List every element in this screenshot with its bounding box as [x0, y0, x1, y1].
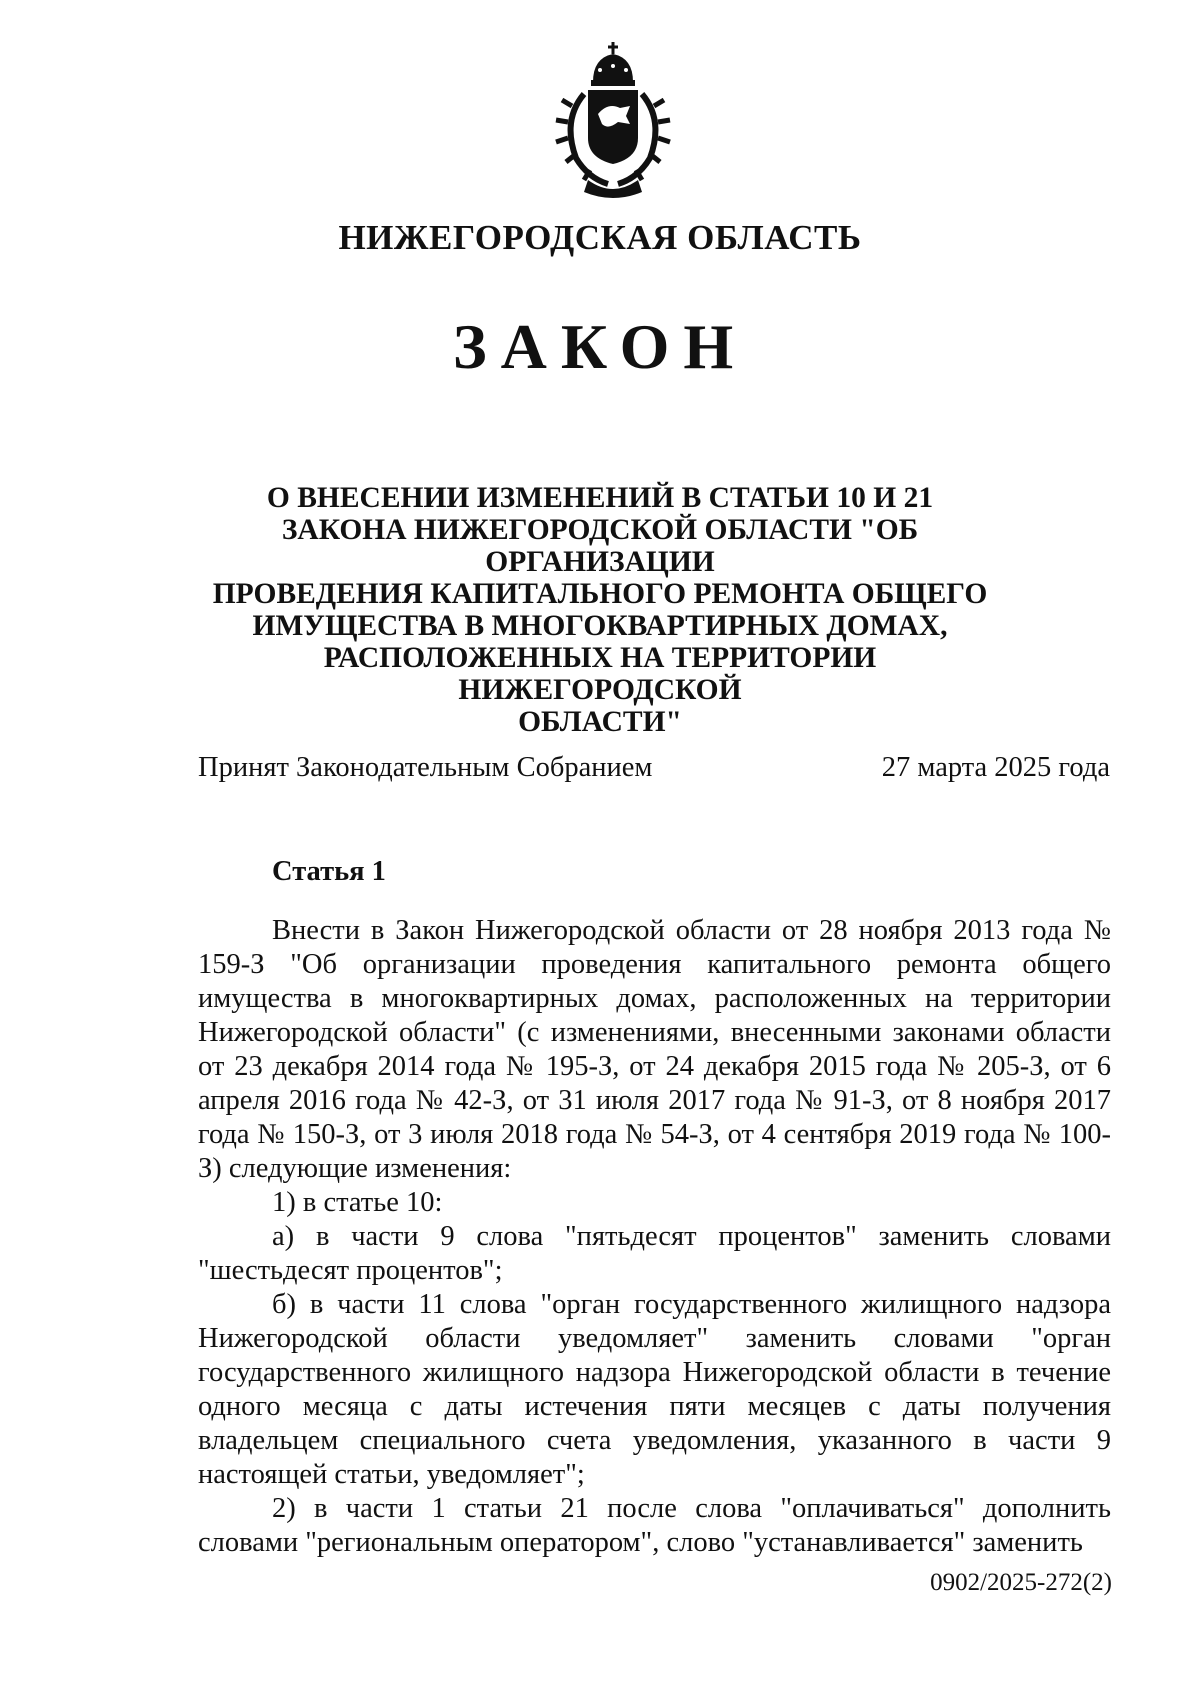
article-body — [198, 914, 1111, 1560]
document-code: 0902/2025-272(2) — [930, 1569, 1112, 1596]
law-title-line: ИМУЩЕСТВА В МНОГОКВАРТИРНЫХ ДОМАХ, — [252, 610, 948, 642]
article-paragraph: 1) в статье 10: — [272, 1187, 443, 1218]
article-paragraph: а) в части 9 слова "пятьдесят процентов" заменить словами "шестьдесят процентов"; — [198, 1221, 1111, 1286]
article-paragraph: 2) в части 1 статьи 21 после слова "оплачиваться" дополнить словами "региональным оператором", слово "устанавливается" заменить — [198, 1493, 1111, 1558]
coat-of-arms-icon — [548, 40, 678, 200]
law-title — [200, 482, 1000, 738]
article-paragraph: б) в части 11 слова "орган государственного жилищного надзора Нижегородской области уведомляет" заменить словами "орган государственного жилищного надзора Нижегородской области в течение одного месяца с даты истечения пяти месяцев с даты получения владельцем специального счета уведомления, указанного в части 9 настоящей статьи, уведомляет"; — [198, 1289, 1111, 1490]
region-name: НИЖЕГОРОДСКАЯ ОБЛАСТЬ — [338, 218, 862, 257]
law-title-line: О ВНЕСЕНИИ ИЗМЕНЕНИЙ В СТАТЬИ 10 И 21 — [266, 482, 934, 514]
law-title-line: ПРОВЕДЕНИЯ КАПИТАЛЬНОГО РЕМОНТА ОБЩЕГО — [212, 578, 988, 610]
article-paragraph: Внести в Закон Нижегородской области от 28 ноября 2013 года № 159-З "Об организации проведения капитального ремонта общего имущества в многоквартирных домах, расположенных на территории Нижегородской области" (с изменениями, внесенными законами области от 23 декабря 2014 года № 195-З, от 24 декабря 2015 года № 205-З, от 6 апреля 2016 года № 42-З, от 31 июля 2017 года № 91-З, от 8 ноября 2017 года № 150-З, от 3 июля 2018 года № 54-З, от 4 сентября 2019 года № 100-З) следующие изменения: — [198, 915, 1111, 1184]
adopting-body: Принят Законодательным Собранием — [198, 752, 653, 783]
law-title-line: РАСПОЛОЖЕННЫХ НА ТЕРРИТОРИИ НИЖЕГОРОДСКОЙ — [323, 642, 877, 706]
adoption-line — [198, 752, 1110, 784]
article-heading: Статья 1 — [272, 856, 386, 887]
law-title-line: ОБЛАСТИ" — [518, 706, 682, 738]
law-title-line: ЗАКОНА НИЖЕГОРОДСКОЙ ОБЛАСТИ "ОБ ОРГАНИЗАЦИИ — [281, 514, 919, 578]
document-type: ЗАКОН — [452, 311, 748, 382]
adoption-date: 27 марта 2025 года — [881, 752, 1110, 783]
